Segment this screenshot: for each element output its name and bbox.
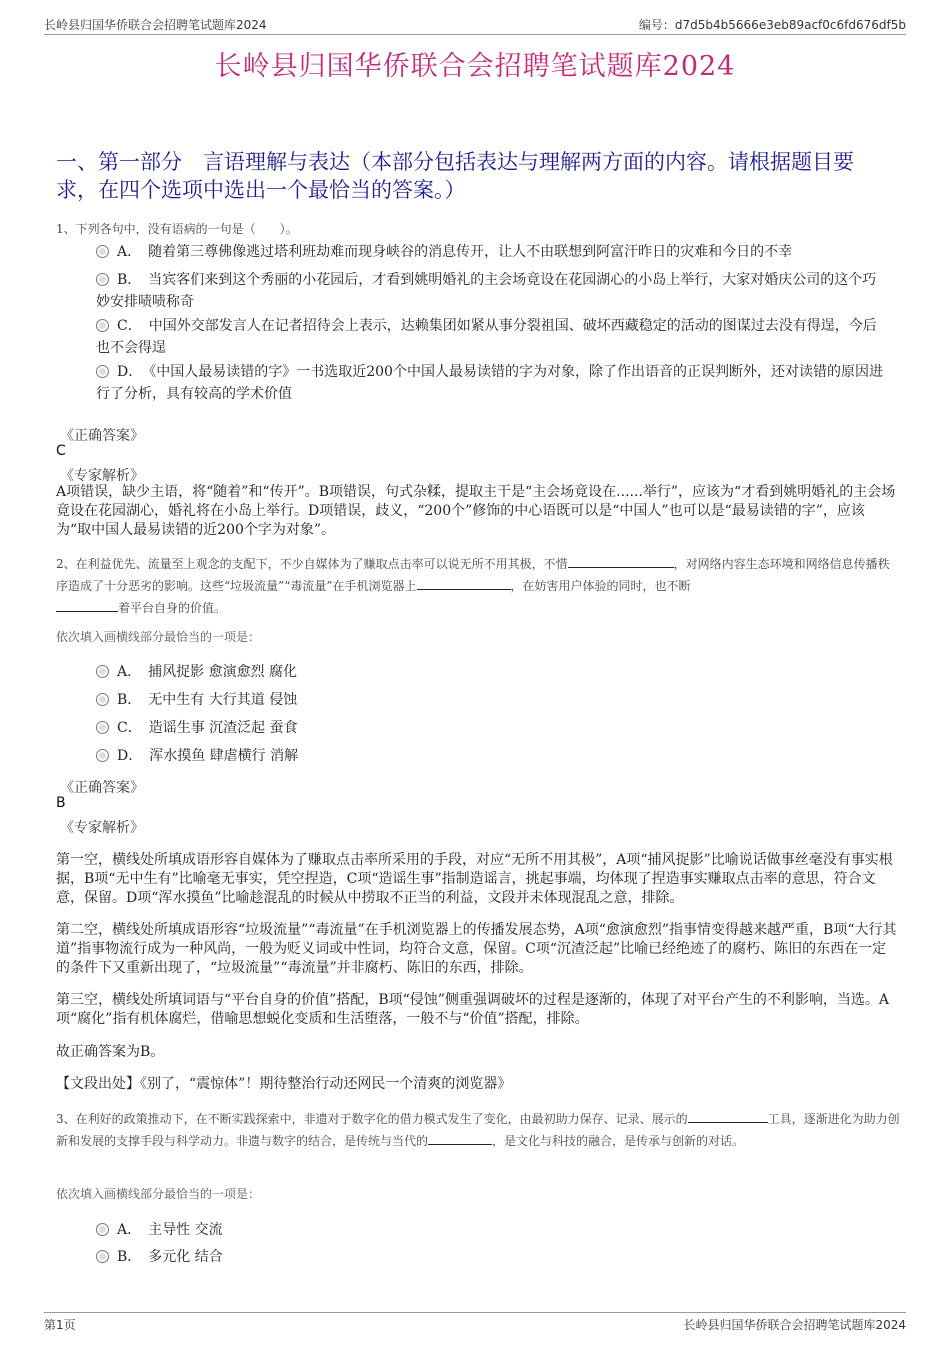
q3-instruction: 依次填入画横线部分最恰当的一项是： bbox=[56, 1187, 261, 1201]
page-title: 长岭县归国华侨联合会招聘笔试题库2024 bbox=[214, 51, 736, 82]
page-header bbox=[44, 14, 906, 35]
radio-icon[interactable] bbox=[96, 693, 109, 706]
option-text: 捕风捉影 愈演愈烈 腐化 bbox=[148, 664, 298, 680]
q2-analysis-para-1: 第一空，横线处所填成语形容自媒体为了赚取点击率所采用的手段，对应“无所不用其极”，A项“捕风捉影”比喻说话做事丝毫没有事实根据，B项“无中生有”比喻毫无事实，凭空捏造，C项“造谣生事”指制造谣言，挑起事端，均体现了捏造事实赚取点击率的意思，符合文意，保留。D项“浑水摸鱼”比喻趁混乱的时候从中捞取不正当的利益，文段并未体现混乱之意，排除。 bbox=[56, 852, 893, 906]
q1-answer: C bbox=[56, 443, 66, 459]
option-text: 中国外交部发言人在记者招待会上表示，达赖集团如紧从事分裂祖国、破坏西藏稳定的活动的图谋过去没有得逞，今后也不会得逞 bbox=[96, 318, 877, 356]
page-footer bbox=[44, 1312, 906, 1335]
option-letter: D． bbox=[117, 748, 136, 764]
option-text: 当宾客们来到这个秀丽的小花园后，才看到姚明婚礼的主会场竟设在花园湖心的小岛上举行，大家对婚庆公司的这个巧妙安排啧啧称奇 bbox=[96, 272, 877, 310]
q1-option-b[interactable] bbox=[96, 269, 890, 313]
question-2-stem bbox=[56, 553, 900, 619]
q2-option-d[interactable] bbox=[96, 745, 890, 767]
option-letter: C． bbox=[117, 318, 135, 334]
option-letter: B． bbox=[117, 1249, 135, 1265]
radio-icon[interactable] bbox=[96, 319, 109, 332]
radio-icon[interactable] bbox=[96, 273, 109, 286]
header-code-label: 编号： bbox=[638, 18, 675, 32]
option-text: 随着第三尊佛像逃过塔利班劫难而现身峡谷的消息传开，让人不由联想到阿富汗昨日的灾难和今日的不幸 bbox=[148, 244, 793, 260]
radio-icon[interactable] bbox=[96, 1223, 109, 1236]
section-heading: 一、第一部分 言语理解与表达（本部分包括表达与理解两方面的内容。请根据题目要求，在四个选项中选出一个最恰当的答案。） bbox=[56, 150, 854, 202]
q1-option-d[interactable] bbox=[96, 361, 890, 405]
q2-source: 【文段出处】《别了，“震惊体”！期待整治行动还网民一个清爽的浏览器》 bbox=[56, 1076, 512, 1092]
q1-option-a[interactable] bbox=[96, 241, 890, 263]
blank-line bbox=[568, 553, 674, 568]
q3-stem-part: 3、在利好的政策推动下，在不断实践探索中，非遗对于数字化的借力模式发生了变化，由最初助力保存、记录、展示的 bbox=[56, 1112, 688, 1126]
q2-stem-part: 2、在利益优先、流量至上观念的支配下，不少自媒体为了赚取点击率可以说无所不用其极，不惜 bbox=[56, 557, 568, 571]
option-text: 造谣生事 沉渣泛起 蚕食 bbox=[148, 720, 298, 736]
option-letter: C． bbox=[117, 720, 135, 736]
blank-line bbox=[56, 597, 118, 612]
radio-icon[interactable] bbox=[96, 665, 109, 678]
q2-option-a[interactable] bbox=[96, 661, 890, 683]
q2-answer: B bbox=[56, 795, 66, 811]
q3-stem-part: 工具，逐渐进化为助力创新和发展的支撑手段与科学动力。非遗与数字的结合，是传统与当代的 bbox=[56, 1112, 900, 1148]
q2-stem-part: ，对网络内容生态环境和网络信息传播秩序造成了十分恶劣的影响。这些“垃圾流量”“毒流量”在手机浏览器上 bbox=[56, 557, 890, 593]
blank-line bbox=[688, 1108, 768, 1123]
radio-icon[interactable] bbox=[96, 721, 109, 734]
q1-option-c[interactable] bbox=[96, 315, 890, 359]
q2-instruction: 依次填入画横线部分最恰当的一项是： bbox=[56, 630, 261, 644]
radio-icon[interactable] bbox=[96, 365, 109, 378]
q1-correct-answer-label: 《正确答案》 bbox=[60, 428, 144, 444]
q1-analysis-label: 《专家解析》 bbox=[60, 468, 144, 484]
question-3-stem bbox=[56, 1108, 900, 1152]
q2-stem-part: ，在妨害用户体验的同时，也不断 bbox=[510, 579, 691, 593]
option-text: 浑水摸鱼 肆虐横行 消解 bbox=[149, 748, 299, 764]
header-doc-code bbox=[639, 16, 906, 33]
header-doc-title: 长岭县归国华侨联合会招聘笔试题库2024 bbox=[44, 18, 267, 32]
q2-option-c[interactable] bbox=[96, 717, 890, 739]
q2-analysis-para-3: 第三空，横线处所填词语与“平台自身的价值”搭配，B项“侵蚀”侧重强调破坏的过程是逐渐的，体现了对平台产生的不利影响，当选。A项“腐化”指有机体腐烂，借喻思想蜕化变质和生活堕落，一般不与“价值”搭配，排除。 bbox=[56, 992, 890, 1027]
blank-line bbox=[428, 1130, 492, 1145]
option-letter: A． bbox=[117, 244, 135, 260]
q2-analysis-para-2: 第二空，横线处所填成语形容“垃圾流量”“毒流量”在手机浏览器上的传播发展态势，A项“愈演愈烈”指事情变得越来越严重，B项“大行其道”指事物流行成为一种风尚，一般为贬义词或中性词，均符合文意，保留。C项“沉渣泛起”比喻已经绝迹了的腐朽、陈旧的东西在一定的条件下又重新出现了，“垃圾流量”“毒流量”并非腐朽、陈旧的东西，排除。 bbox=[56, 922, 897, 976]
option-text: 主导性 交流 bbox=[148, 1222, 223, 1238]
option-letter: B． bbox=[117, 272, 135, 288]
header-code-value: d7d5b4b5666e3eb89acf0c6fd676df5b bbox=[674, 18, 906, 32]
q2-conclusion: 故正确答案为B。 bbox=[56, 1044, 165, 1060]
option-letter: A． bbox=[117, 1222, 135, 1238]
q3-option-b[interactable] bbox=[96, 1246, 890, 1268]
q1-analysis-text: A项错误，缺少主语，将“随着”和“传开”。B项错误，句式杂糅，提取主干是“主会场竟设在......举行”，应该为“才看到姚明婚礼的主会场竟设在花园湖心，婚礼将在小岛上举行。D项错误，歧义，“200个”修饰的中心语既可以是“中国人”也可以是“最易读错的字”，应该为“取中国人最易读错的近200个字为对象”。 bbox=[56, 484, 896, 538]
option-text: 多元化 结合 bbox=[148, 1249, 223, 1265]
option-letter: D． bbox=[117, 364, 136, 380]
radio-icon[interactable] bbox=[96, 245, 109, 258]
radio-icon[interactable] bbox=[96, 749, 109, 762]
q2-analysis-label: 《专家解析》 bbox=[60, 820, 144, 836]
page-number: 第1页 bbox=[44, 1318, 76, 1332]
question-1-stem: 1、下列各句中，没有语病的一句是（ ）。 bbox=[56, 222, 298, 236]
option-text: 《中国人最易读错的字》一书选取近200个中国人最易读错的字为对象，除了作出语音的正误判断外，还对读错的原因进行了分析，具有较高的学术价值 bbox=[96, 364, 883, 402]
q2-option-b[interactable] bbox=[96, 689, 890, 711]
q2-correct-answer-label: 《正确答案》 bbox=[60, 780, 144, 796]
q2-stem-part: 着平台自身的价值。 bbox=[118, 601, 227, 615]
option-text: 无中生有 大行其道 侵蚀 bbox=[148, 692, 298, 708]
q3-stem-part: ，是文化与科技的融合，是传承与创新的对话。 bbox=[492, 1134, 745, 1148]
q3-option-a[interactable] bbox=[96, 1219, 890, 1241]
blank-line bbox=[417, 575, 511, 590]
option-letter: B． bbox=[117, 692, 135, 708]
footer-doc-title: 长岭县归国华侨联合会招聘笔试题库2024 bbox=[683, 1318, 906, 1332]
option-letter: A． bbox=[117, 664, 135, 680]
radio-icon[interactable] bbox=[96, 1250, 109, 1263]
